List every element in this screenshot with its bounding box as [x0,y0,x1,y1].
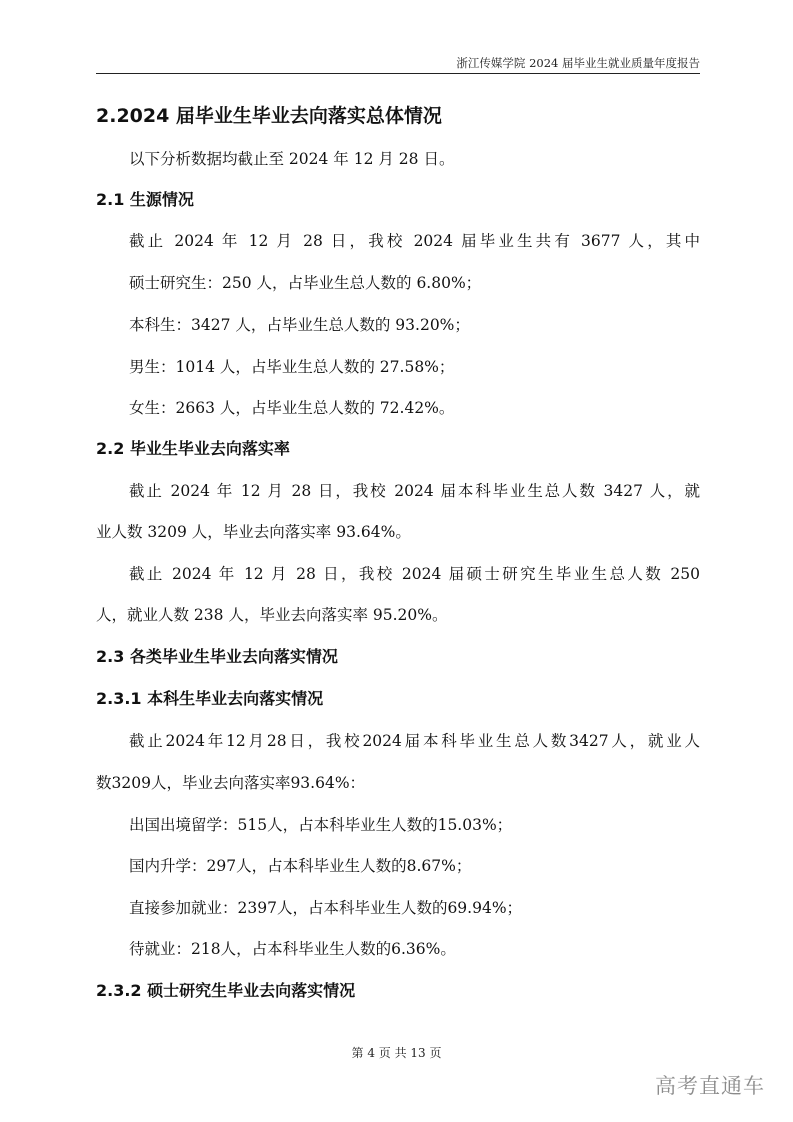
rate-paragraph-1-line-1: 截止 2024 年 12 月 28 日，我校 2024 届本科毕业生总人数 3427 人，就 [129,482,700,500]
source-item-undergrad: 本科生：3427 人，占毕业生总人数的 93.20%； [129,316,470,334]
page-number: 第 4 页 共 13 页 [351,1046,442,1060]
section-title-2: 2.2024 届毕业生毕业去向落实总体情况 [96,105,442,127]
section-title-2-2: 2.2 毕业生毕业去向落实率 [96,439,290,458]
rate-paragraph-1-line-2: 业人数 3209 人，毕业去向落实率 93.64%。 [96,523,411,541]
watermark-text: 高考直通车 [655,1074,765,1098]
section-title-2-1: 2.1 生源情况 [96,190,194,209]
source-item-masters: 硕士研究生：250 人，占毕业生总人数的 6.80%； [129,274,482,292]
header-rule [96,73,700,74]
undergrad-paragraph-line-1: 截止2024年12月28日，我校2024届本科毕业生总人数3427人，就业人 [129,732,700,750]
rate-paragraph-2-line-1: 截止 2024 年 12 月 28 日，我校 2024 届硕士研究生毕业生总人数 250 [129,565,700,583]
undergrad-item-pending: 待就业：218人，占本科毕业生人数的6.36%。 [129,940,456,958]
section-title-2-3: 2.3 各类毕业生毕业去向落实情况 [96,647,338,666]
rate-paragraph-2-line-2: 人，就业人数 238 人，毕业去向落实率 95.20%。 [96,606,448,624]
section-title-2-3-2: 2.3.2 硕士研究生毕业去向落实情况 [96,981,356,1000]
undergrad-paragraph-line-2: 数3209人，毕业去向落实率93.64%： [96,774,366,792]
undergrad-item-employment: 直接参加就业：2397人，占本科毕业生人数的69.94%； [129,899,523,917]
source-item-female: 女生：2663 人，占毕业生总人数的 72.42%。 [129,399,455,417]
source-item-male: 男生：1014 人，占毕业生总人数的 27.58%； [129,358,455,376]
source-paragraph-line: 截止 2024 年 12 月 28 日，我校 2024 届毕业生共有 3677 人，其中 [129,232,700,250]
section-title-2-3-1: 2.3.1 本科生毕业去向落实情况 [96,689,324,708]
undergrad-item-abroad: 出国出境留学：515人，占本科毕业生人数的15.03%； [129,816,513,834]
undergrad-item-further-study: 国内升学：297人，占本科毕业生人数的8.67%； [129,857,472,875]
running-header: 浙江传媒学院 2024 届毕业生就业质量年度报告 [456,56,700,70]
intro-paragraph: 以下分析数据均截止至 2024 年 12 月 28 日。 [129,150,455,168]
